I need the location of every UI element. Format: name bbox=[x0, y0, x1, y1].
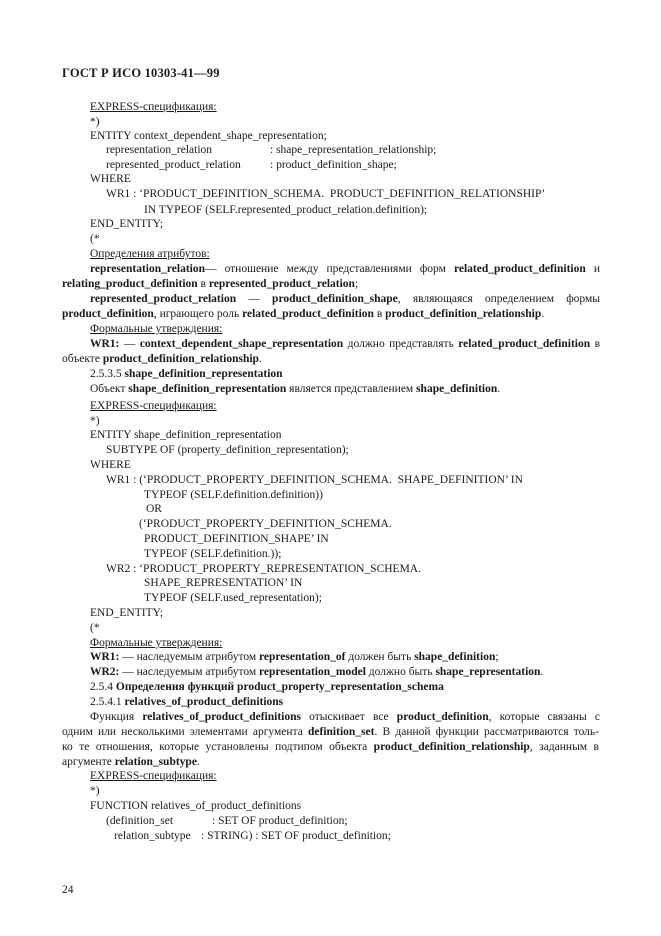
code-line: SUBTYPE OF (property_definition_representation); bbox=[106, 444, 349, 456]
code-line: representation_relation bbox=[106, 144, 213, 156]
code-line: WR2 : ‘PRODUCT_PROPERTY_REPRESENTATION_SCHEMA. bbox=[106, 563, 421, 575]
formal-statements-heading: Формальные утверждения: bbox=[90, 323, 223, 335]
paragraph: WR2: — наследуемым атрибутом representation_model должно быть shape_representation. bbox=[90, 666, 544, 678]
paragraph: representation_relation— отношение между представлениями форм related_product_definition и bbox=[90, 263, 600, 275]
code-line: (* bbox=[90, 233, 100, 245]
paragraph: WR1: — наследуемым атрибутом representation_of должен быть shape_definition; bbox=[90, 651, 499, 663]
paragraph: одним или несколькими элементами аргумента definition_set. В данной функции рассматриваются толь- bbox=[62, 726, 599, 738]
code-line: TYPEOF (SELF.definition.definition)) bbox=[144, 489, 323, 501]
attributes-heading: Определения атрибутов: bbox=[90, 248, 210, 260]
code-line: WHERE bbox=[90, 173, 131, 185]
code-line: WR1 : (‘PRODUCT_PROPERTY_DEFINITION_SCHEMA. SHAPE_DEFINITION’ IN bbox=[106, 474, 523, 486]
code-line: TYPEOF (SELF.definition.)); bbox=[144, 548, 282, 560]
code-line: PRODUCT_DEFINITION_SHAPE’ IN bbox=[144, 533, 329, 545]
document-header: ГОСТ Р ИСО 10303-41—99 bbox=[62, 66, 220, 80]
code-line: *) bbox=[90, 785, 100, 797]
paragraph: relating_product_definition в represented_product_relation; bbox=[62, 278, 359, 290]
page-number: 24 bbox=[62, 884, 74, 896]
section-heading: 2.5.4 Определения функций product_property_representation_schema bbox=[90, 681, 444, 693]
code-line: SHAPE_REPRESENTATION’ IN bbox=[144, 577, 303, 589]
section-heading: 2.5.3.5 shape_definition_representation bbox=[90, 368, 283, 380]
paragraph: ко те отношения, которые установлены подтипом объекта product_definition_relationship, заданным в bbox=[62, 741, 599, 753]
code-line: TYPEOF (SELF.used_representation); bbox=[144, 592, 322, 604]
paragraph: WR1: — context_dependent_shape_representation должно представлять related_product_definition в bbox=[90, 338, 601, 350]
code-line: END_ENTITY; bbox=[90, 218, 164, 230]
express-spec-heading: EXPRESS-спецификация: bbox=[90, 101, 217, 113]
paragraph: объекте product_definition_relationship. bbox=[62, 353, 262, 365]
paragraph: Объект shape_definition_representation является представлением shape_definition. bbox=[90, 383, 501, 395]
code-line: : SET OF product_definition; bbox=[212, 815, 348, 827]
code-line: (definition_set bbox=[106, 815, 174, 827]
code-line: relation_subtype bbox=[114, 830, 191, 842]
paragraph: represented_product_relation — product_definition_shape, являющаяся определением формы bbox=[90, 293, 600, 305]
code-line: ENTITY shape_definition_representation bbox=[90, 429, 282, 441]
code-line: IN TYPEOF (SELF.represented_product_relation.definition); bbox=[144, 204, 428, 216]
code-line: END_ENTITY; bbox=[90, 607, 164, 619]
code-line: FUNCTION relatives_of_product_definitions bbox=[90, 800, 302, 812]
express-spec-heading: EXPRESS-спецификация: bbox=[90, 770, 217, 782]
paragraph: аргументе relation_subtype. bbox=[62, 756, 200, 768]
code-line: (* bbox=[90, 622, 100, 634]
code-line: : STRING) : SET OF product_definition; bbox=[201, 830, 391, 842]
code-line: OR bbox=[146, 503, 162, 515]
paragraph: product_definition, играющего роль related_product_definition в product_definition_relationship. bbox=[62, 308, 545, 320]
section-heading: 2.5.4.1 relatives_of_product_definitions bbox=[90, 696, 284, 708]
code-line: WHERE bbox=[90, 459, 131, 471]
paragraph: Функция relatives_of_product_definitions отыскивает все product_definition, которые связаны с bbox=[90, 711, 600, 723]
code-line: ENTITY context_dependent_shape_representation; bbox=[90, 130, 327, 142]
formal-statements-heading: Формальные утверждения: bbox=[90, 637, 223, 649]
code-line: : shape_representation_relationship; bbox=[270, 144, 437, 156]
code-line: *) bbox=[90, 116, 100, 128]
express-spec-heading: EXPRESS-спецификация: bbox=[90, 400, 217, 412]
code-line: represented_product_relation bbox=[106, 159, 241, 171]
code-line: *) bbox=[90, 415, 100, 427]
code-line: : product_definition_shape; bbox=[270, 159, 397, 171]
code-line: (‘PRODUCT_PROPERTY_DEFINITION_SCHEMA. bbox=[139, 518, 392, 530]
code-line: WR1 : ‘PRODUCT_DEFINITION_SCHEMA. PRODUCT_DEFINITION_RELATIONSHIP’ bbox=[106, 188, 546, 200]
